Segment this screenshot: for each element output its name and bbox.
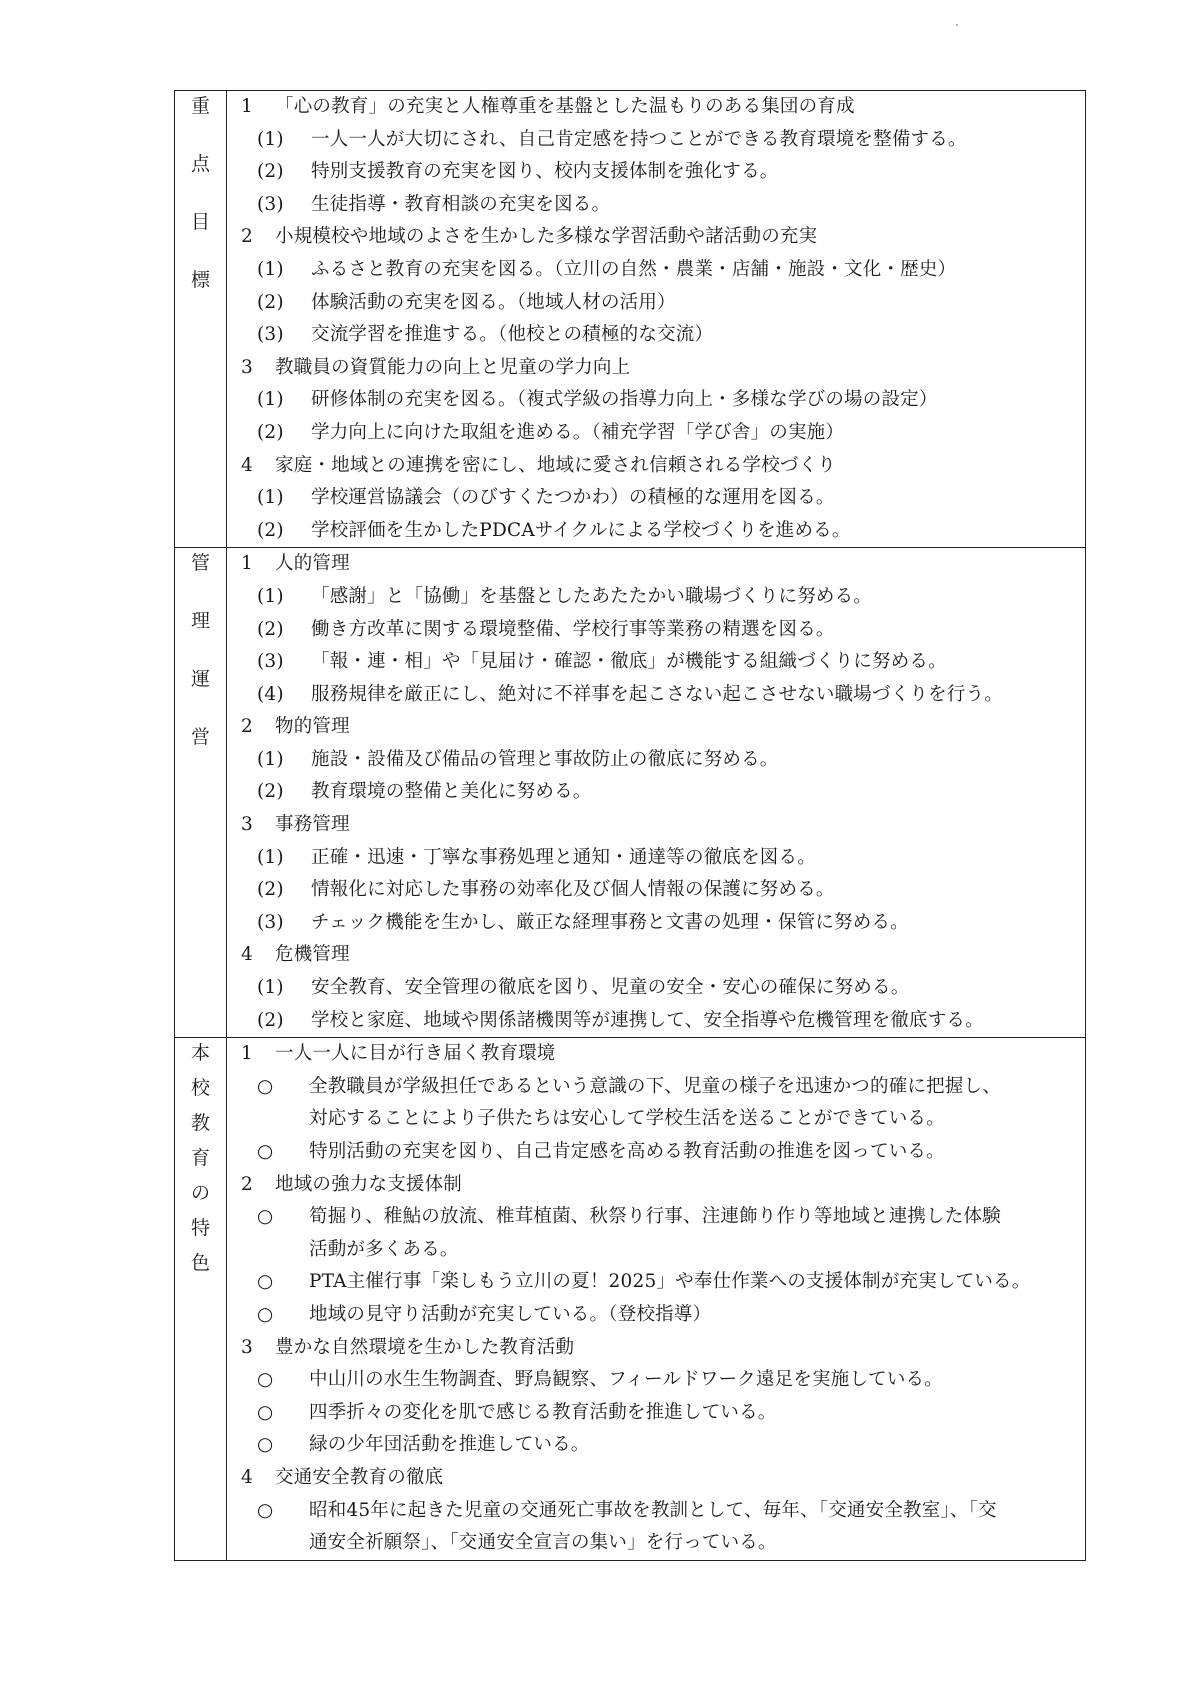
- section-label-char: 校: [190, 1077, 210, 1100]
- section-label-char: 理: [190, 610, 210, 633]
- section-label-char: 色: [190, 1252, 210, 1275]
- list-item: [227, 254, 1085, 287]
- bullet-marker: ○: [257, 1401, 274, 1423]
- section-heading: [227, 548, 1085, 581]
- section-label-char: の: [190, 1182, 210, 1205]
- item-text: 中山川の水生生物調査、野鳥観察、フィールドワーク遠足を実施している。: [309, 1369, 943, 1391]
- section-label: [175, 548, 227, 1038]
- list-item: [227, 1071, 1085, 1104]
- section-row: [175, 548, 1086, 1038]
- section-heading: [227, 1038, 1085, 1071]
- list-item: [227, 842, 1085, 875]
- list-item: [227, 1005, 1085, 1038]
- item-text: 体験活動の充実を図る。（地域人材の活用）: [311, 291, 676, 313]
- list-item: [227, 1495, 1085, 1528]
- item-text: 施設・設備及び備品の管理と事故防止の徹底に努める。: [311, 748, 779, 770]
- list-item: [227, 515, 1085, 548]
- item-text: 安全教育、安全管理の徹底を図り、児童の安全・安心の確保に努める。: [311, 977, 910, 999]
- section-label-char: 育: [190, 1147, 210, 1170]
- list-item: [227, 287, 1085, 320]
- item-number: 1: [241, 553, 253, 575]
- section-label-char: 目: [190, 211, 210, 233]
- section-heading: [227, 1462, 1085, 1495]
- item-text: 豊かな自然環境を生かした教育活動: [275, 1336, 575, 1358]
- item-text: 一人一人に目が行き届く教育環境: [275, 1043, 556, 1065]
- section-label-char: 標: [190, 269, 210, 291]
- item-text: 通安全祈願祭」、「交通安全宣言の集い」を行っている。: [309, 1532, 777, 1554]
- item-text: 交流学習を推進する。（他校との積極的な交流）: [311, 324, 714, 346]
- item-text: 特別活動の充実を図り、自己肯定感を高める教育活動の推進を図っている。: [309, 1141, 945, 1162]
- list-item: [227, 124, 1085, 157]
- item-text: 昭和45年に起きた児童の交通死亡事故を教訓として、毎年、「交通安全教室」、「交: [309, 1499, 997, 1521]
- section-label-char: 教: [190, 1112, 210, 1135]
- item-text: 緑の少年団活動を推進している。: [309, 1434, 590, 1456]
- item-text: ふるさと教育の充実を図る。（立川の自然・農業・店舗・施設・文化・歴史）: [311, 258, 957, 280]
- list-item: [227, 874, 1085, 907]
- item-text: 「心の教育」の充実と人権尊重を基盤とした温もりのある集団の育成: [275, 96, 855, 117]
- list-item: [227, 384, 1085, 417]
- list-item: [227, 776, 1085, 809]
- item-number: (1): [257, 258, 284, 280]
- item-text: 学校と家庭、地域や関係諸機関等が連携して、安全指導や危機管理を徹底する。: [311, 1009, 984, 1031]
- policy-table: [174, 90, 1086, 1561]
- bullet-marker: ○: [257, 1206, 274, 1228]
- section-label: [175, 91, 227, 548]
- item-text: 地域の見守り活動が充実している。（登校指導）: [309, 1303, 712, 1325]
- item-text: 四季折々の変化を肌で感じる教育活動を推進している。: [309, 1401, 777, 1423]
- item-number: 1: [241, 1043, 253, 1065]
- bullet-marker: ○: [257, 1434, 274, 1456]
- item-text: 地域の強力な支援体制: [275, 1173, 463, 1195]
- item-text: 対応することにより子供たちは安心して学校生活を送ることができている。: [309, 1108, 945, 1130]
- item-number: (2): [257, 161, 284, 183]
- section-label-char: 営: [190, 726, 210, 749]
- item-number: (1): [257, 846, 284, 868]
- section-label: [175, 1038, 227, 1561]
- list-item: [227, 156, 1085, 189]
- item-number: (2): [257, 1009, 284, 1031]
- item-text: 服務規律を厳正にし、絶対に不祥事を起こさない起こさせない職場づくりを行う。: [311, 683, 1003, 705]
- item-number: 2: [241, 716, 253, 738]
- continuation-line: [227, 1234, 1085, 1267]
- item-text: 交通安全教育の徹底: [275, 1466, 444, 1488]
- item-text: 情報化に対応した事務の効率化及び個人情報の保護に努める。: [311, 879, 835, 901]
- item-text: 人的管理: [275, 553, 350, 575]
- section-content: [227, 1038, 1086, 1561]
- list-item: [227, 581, 1085, 614]
- item-text: チェック機能を生かし、厳正な経理事務と文書の処理・保管に努める。: [311, 911, 909, 933]
- item-number: 2: [241, 1173, 253, 1195]
- item-number: 4: [241, 944, 253, 966]
- item-number: (3): [257, 911, 284, 933]
- item-number: (2): [257, 519, 284, 541]
- item-text: 全教職員が学級担任であるという意識の下、児童の様子を迅速かつ的確に把握し、: [309, 1075, 1001, 1097]
- section-label-char: 本: [190, 1042, 210, 1065]
- item-text: 一人一人が大切にされ、自己肯定感を持つことができる教育環境を整備する。: [311, 128, 967, 150]
- item-text: 事務管理: [275, 814, 350, 836]
- item-number: 3: [241, 1336, 253, 1358]
- section-label-char: 重: [190, 95, 210, 117]
- section-label-char: 運: [190, 668, 210, 691]
- item-text: 活動が多くある。: [309, 1238, 459, 1260]
- section-content: [227, 91, 1086, 548]
- list-item: [227, 1397, 1085, 1430]
- section-heading: [227, 450, 1085, 483]
- list-item: [227, 744, 1085, 777]
- item-number: 4: [241, 454, 253, 476]
- list-item: [227, 417, 1085, 450]
- item-text: 筍掘り、稚鮎の放流、椎茸植菌、秋祭り行事、注連飾り作り等地域と連携した体験: [309, 1206, 1001, 1228]
- bullet-marker: ○: [257, 1369, 274, 1391]
- bullet-marker: ○: [257, 1075, 274, 1097]
- continuation-line: [227, 1527, 1085, 1560]
- section-label-char: 管: [190, 552, 210, 575]
- item-number: (1): [257, 487, 284, 509]
- list-item: [227, 1201, 1085, 1234]
- item-text: 教育環境の整備と美化に努める。: [311, 781, 592, 803]
- section-heading: [227, 939, 1085, 972]
- list-item: [227, 482, 1085, 515]
- item-text: 物的管理: [275, 716, 350, 738]
- bullet-marker: ○: [257, 1271, 274, 1293]
- list-item: [227, 319, 1085, 352]
- item-number: (1): [257, 977, 284, 999]
- item-text: 家庭・地域との連携を密にし、地域に愛され信頼される学校づくり: [275, 454, 837, 476]
- item-number: (1): [257, 748, 284, 770]
- item-number: (2): [257, 879, 284, 901]
- item-number: 1: [241, 96, 253, 117]
- item-number: 3: [241, 356, 253, 378]
- bullet-marker: ○: [257, 1499, 274, 1521]
- section-heading: [227, 1332, 1085, 1365]
- item-number: (3): [257, 324, 284, 346]
- list-item: [227, 679, 1085, 712]
- item-number: 3: [241, 814, 253, 836]
- item-number: (2): [257, 421, 284, 443]
- list-item: [227, 1299, 1085, 1332]
- section-heading: [227, 1169, 1085, 1202]
- item-number: (3): [257, 651, 284, 673]
- section-label-char: 特: [190, 1217, 210, 1240]
- item-number: (3): [257, 193, 284, 215]
- list-item: [227, 1429, 1085, 1462]
- item-text: 生徒指導・教育相談の充実を図る。: [311, 193, 611, 215]
- item-text: 小規模校や地域のよさを生かした多様な学習活動や諸活動の充実: [275, 226, 818, 248]
- list-item: [227, 189, 1085, 222]
- section-label-char: 点: [190, 153, 210, 175]
- item-number: (2): [257, 618, 284, 640]
- section-row: [175, 91, 1086, 548]
- list-item: [227, 907, 1085, 940]
- item-text: 危機管理: [275, 944, 350, 966]
- item-number: (2): [257, 781, 284, 803]
- list-item: [227, 1266, 1085, 1299]
- scan-speck: [956, 24, 958, 26]
- section-heading: [227, 91, 1085, 124]
- item-number: (2): [257, 291, 284, 313]
- section-content: [227, 548, 1086, 1038]
- list-item: [227, 1136, 1085, 1169]
- item-text: 学校評価を生かしたPDCAサイクルによる学校づくりを進める。: [311, 519, 851, 541]
- item-text: 「報・連・相」や「見届け・確認・徹底」が機能する組織づくりに努める。: [311, 651, 947, 673]
- section-heading: [227, 352, 1085, 385]
- bullet-marker: ○: [257, 1141, 274, 1162]
- bullet-marker: ○: [257, 1303, 274, 1325]
- item-text: 学力向上に向けた取組を進める。（補充学習「学び舎」の実施）: [311, 421, 845, 443]
- list-item: [227, 972, 1085, 1005]
- item-number: 2: [241, 226, 253, 248]
- list-item: [227, 646, 1085, 679]
- item-text: 教職員の資質能力の向上と児童の学力向上: [275, 356, 631, 378]
- item-number: (1): [257, 128, 284, 150]
- item-text: 研修体制の充実を図る。（複式学級の指導力向上・多様な学びの場の設定）: [311, 389, 938, 411]
- section-row: [175, 1038, 1086, 1561]
- section-heading: [227, 809, 1085, 842]
- item-number: (1): [257, 389, 284, 411]
- section-heading: [227, 221, 1085, 254]
- item-number: 4: [241, 1466, 253, 1488]
- item-text: 「感謝」と「協働」を基盤としたあたたかい職場づくりに努める。: [311, 585, 873, 607]
- list-item: [227, 614, 1085, 647]
- item-text: 働き方改革に関する環境整備、学校行事等業務の精選を図る。: [311, 618, 835, 640]
- item-text: PTA主催行事「楽しもう立川の夏！2025」や奉仕作業への支援体制が充実している。: [309, 1271, 1031, 1293]
- list-item: [227, 1364, 1085, 1397]
- item-text: 正確・迅速・丁寧な事務処理と通知・通達等の徹底を図る。: [311, 846, 816, 868]
- item-text: 特別支援教育の充実を図り、校内支援体制を強化する。: [311, 161, 779, 183]
- item-number: (1): [257, 585, 284, 607]
- item-text: 学校運営協議会（のびすくたつかわ）の積極的な運用を図る。: [311, 487, 835, 509]
- continuation-line: [227, 1103, 1085, 1136]
- section-heading: [227, 711, 1085, 744]
- item-number: (4): [257, 683, 284, 705]
